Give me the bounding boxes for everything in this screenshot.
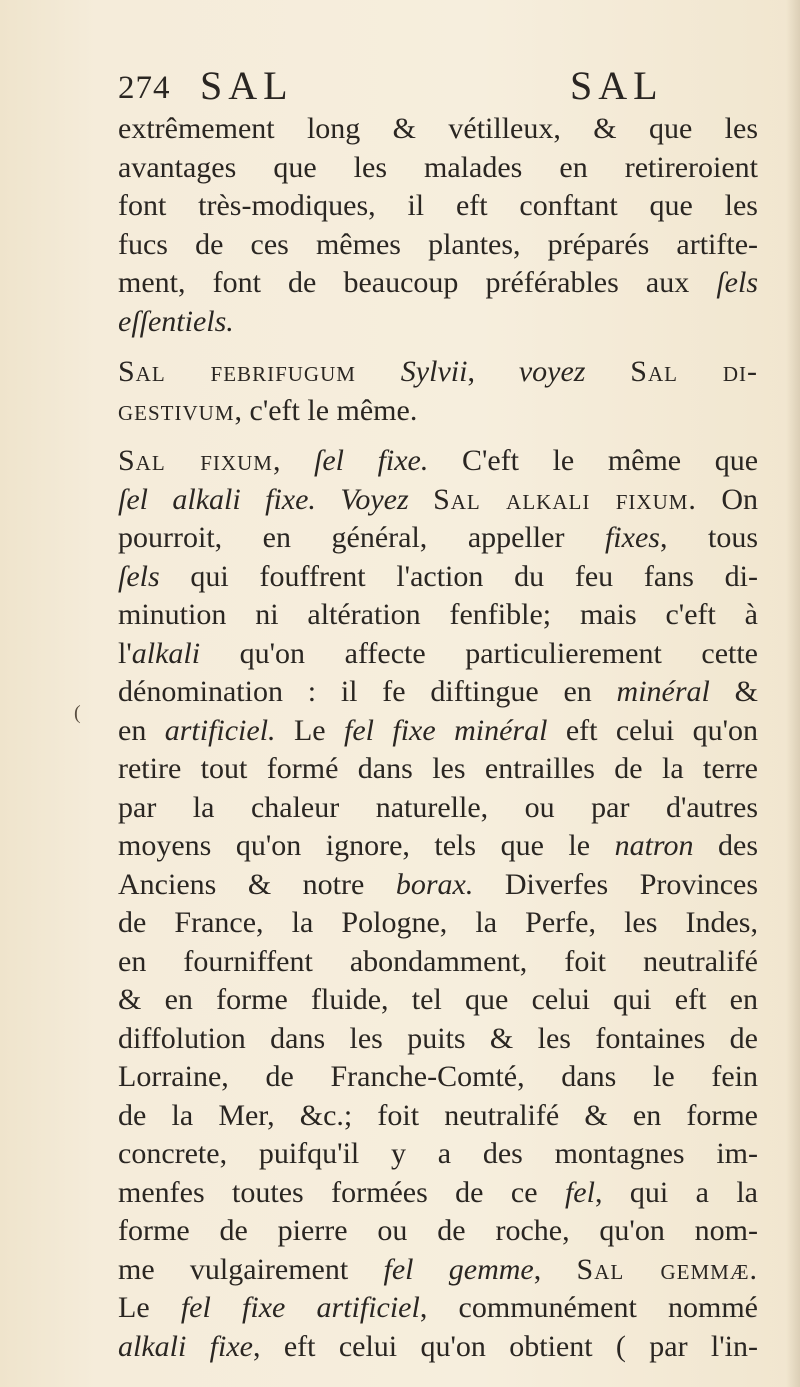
text-line — [118, 827, 758, 866]
text-fragment: , — [272, 444, 315, 477]
italic-term: ſels — [716, 266, 758, 299]
text-line: & en forme fluide, tel que celui qui eft en — [118, 983, 758, 1016]
cross-reference: gestivum — [118, 393, 235, 427]
italic-term: ſel fixe. — [314, 444, 429, 477]
paragraph-gap — [118, 341, 758, 353]
text-fragment: eft celui qu'on — [547, 713, 758, 747]
text-fragment: , tous — [659, 521, 758, 554]
text-line — [118, 635, 758, 674]
text-line — [118, 866, 758, 905]
text-fragment: qui fouffrent l'action du feu fans di- — [159, 559, 758, 593]
text-fragment: en — [118, 713, 165, 747]
italic-term: minéral — [616, 675, 710, 708]
text-fragment: , — [467, 355, 519, 388]
text-line: par la chaleur naturelle, ou par d'autres — [118, 790, 758, 824]
running-head-left: SAL — [200, 63, 294, 108]
cross-reference: Sal alkali fixum. — [433, 482, 697, 516]
text-line — [118, 712, 758, 751]
page-header — [118, 62, 678, 112]
text-line — [118, 264, 758, 303]
text-line: font très-modiques, il eft conftant que les — [118, 189, 758, 222]
cross-reference: Sal gemmæ. — [576, 1252, 758, 1286]
text-fragment: ment, font de beaucoup préférables aux — [118, 266, 717, 299]
entry-headword: Sal febrifugum — [118, 355, 401, 388]
text-line — [118, 519, 758, 558]
page-edge-shadow — [786, 0, 800, 1387]
text-fragment: des — [693, 829, 758, 862]
italic-term: fixes — [604, 521, 660, 554]
text-fragment: & — [709, 675, 758, 708]
text-fragment: C'eft le même que — [428, 444, 759, 477]
text-fragment: menfes toutes formées de ce — [118, 1175, 565, 1209]
text-line — [118, 1174, 758, 1213]
text-line — [118, 558, 758, 597]
cross-reference: Sal di- — [585, 355, 759, 388]
text-line — [118, 1289, 758, 1328]
text-fragment: Le — [275, 713, 344, 747]
italic-term: fel fixe artificiel — [180, 1291, 420, 1324]
entry-headword: Sal fixum — [118, 444, 273, 477]
text-fragment: Anciens & notre — [118, 867, 396, 901]
page-number: 274 — [118, 70, 171, 106]
text-line: retire tout formé dans les entrailles de la terre — [118, 752, 758, 785]
entry-heading-line — [118, 353, 758, 392]
text-line: extrêmement long & vétilleux, & que les — [118, 112, 758, 145]
text-fragment: Diverfes Provinces — [473, 867, 759, 901]
margin-mark: ( — [74, 702, 81, 724]
text-fragment: l' — [118, 636, 132, 670]
text-fragment: pourroit, en général, appeller — [118, 521, 605, 554]
paragraph-gap — [118, 430, 758, 442]
text-line: concrete, puifqu'il y a des montagnes im- — [118, 1137, 758, 1170]
italic-term: voyez — [518, 355, 586, 388]
text-line — [118, 481, 758, 520]
italic-term: borax. — [395, 867, 474, 901]
text-line — [118, 1251, 758, 1290]
entry-heading-line — [118, 442, 758, 481]
italic-term: Sylvii — [400, 355, 468, 388]
italic-term: alkali fixe — [118, 1329, 253, 1363]
italic-term: alkali — [131, 636, 201, 670]
italic-term: eſſentiels. — [118, 304, 234, 338]
text-fragment: , eft celui qu'on obtient ( par l'in- — [252, 1329, 759, 1363]
italic-term: ſel alkali fixe. — [118, 482, 316, 516]
italic-term: fel gemme — [383, 1252, 534, 1286]
text-fragment: me vulgairement — [118, 1252, 384, 1286]
italic-term: Voyez — [315, 482, 434, 516]
text-fragment: , — [533, 1252, 577, 1286]
text-line — [118, 1328, 758, 1367]
text-fragment: qu'on affecte particulierement cette — [200, 636, 758, 670]
text-line — [118, 392, 758, 431]
text-fragment: , qui a la — [594, 1175, 759, 1209]
text-fragment: moyens qu'on ignore, tels que le — [118, 829, 615, 862]
italic-term: fel fixe minéral — [344, 713, 548, 747]
text-fragment: On — [696, 482, 759, 516]
text-line — [118, 303, 758, 342]
running-head-right: SAL — [570, 63, 664, 108]
italic-term: ſels — [118, 559, 160, 593]
text-line: de France, la Pologne, la Perfe, les Indes, — [118, 906, 758, 939]
italic-term: fel — [564, 1175, 595, 1209]
text-line: avantages que les malades en retireroient — [118, 150, 758, 184]
text-line: forme de pierre ou de roche, qu'on nom- — [118, 1214, 758, 1247]
italic-term: natron — [614, 829, 694, 862]
text-fragment: Le — [118, 1291, 181, 1324]
page-body-text — [118, 110, 758, 1366]
text-fragment: , c'eft le même. — [234, 393, 418, 427]
italic-term: artificiel. — [164, 713, 276, 747]
text-line: minution ni altération fenfible; mais c'eft à — [118, 598, 758, 631]
text-line: fucs de ces mêmes plantes, préparés artifte- — [118, 227, 758, 261]
text-line: de la Mer, &c.; foit neutralifé & en forme — [118, 1098, 758, 1132]
text-line: diffolution dans les puits & les fontaines de — [118, 1021, 758, 1055]
text-line: Lorraine, de Franche-Comté, dans le fein — [118, 1060, 758, 1093]
text-fragment: dénomination : il fe diftingue en — [118, 675, 617, 708]
text-line — [118, 673, 758, 712]
text-line: en fourniffent abondamment, foit neutralifé — [118, 944, 758, 978]
text-fragment: , communément nommé — [419, 1291, 759, 1324]
